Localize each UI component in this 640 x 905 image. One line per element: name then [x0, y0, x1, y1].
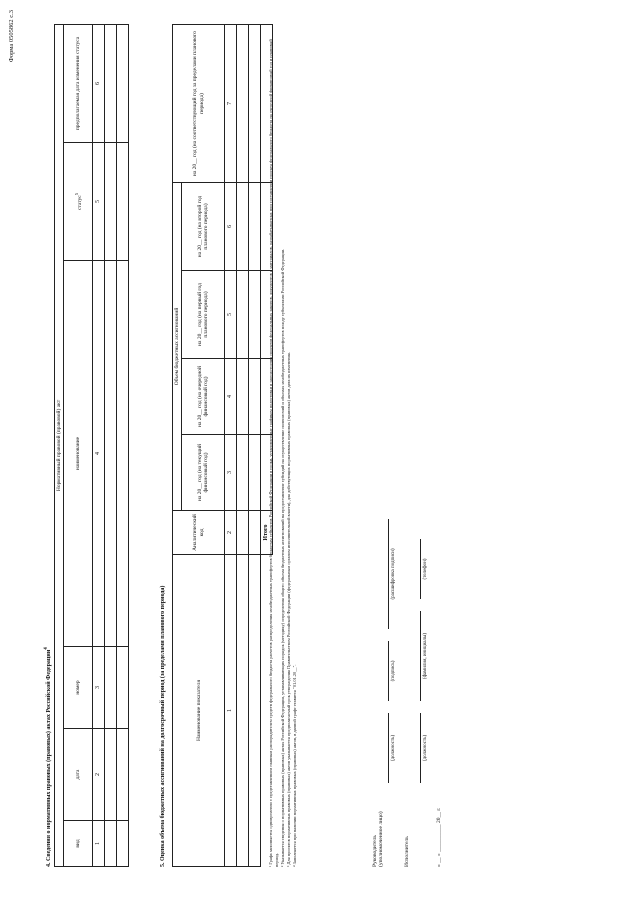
s5-cell[interactable] — [237, 183, 249, 271]
s5-colnum: 4 — [225, 359, 237, 435]
s5-cell[interactable] — [237, 271, 249, 359]
s4-colnum: 1 — [93, 821, 105, 867]
section5-table — [172, 24, 273, 867]
s5-colnum: 3 — [225, 435, 237, 511]
s4-cell[interactable] — [105, 647, 117, 729]
s5-col-year-beyond: на 20__ год (на соответствующий год за пределами планового периода) — [173, 25, 225, 183]
s5-colnum: 7 — [225, 25, 237, 183]
head-position-line[interactable] — [388, 713, 389, 783]
s4-col-date: дата — [64, 729, 93, 821]
s5-col-year-current: на 20__ год (на текущий финансовый год) — [182, 435, 225, 511]
executor-phone-caption: (телефон) — [423, 558, 428, 580]
section4-title — [44, 647, 52, 867]
head-signature-caption: (подпись) — [391, 660, 396, 682]
s5-colnum: 5 — [225, 271, 237, 359]
executor-name-caption: (фамилия, инициалы) — [423, 632, 428, 680]
executor-name-line[interactable] — [420, 611, 421, 701]
section4-title-sup: 4 — [44, 647, 49, 650]
form-label: Форма 0505862 с.3 — [8, 10, 15, 63]
s4-col-status-text: статус — [76, 195, 83, 211]
footnote: ⁴ Заполняется при наличии нормативных правовых (правовых) актов, в данной графе ставится "01.01.20__". — [291, 664, 297, 867]
s5-colnum: 2 — [225, 511, 237, 555]
s4-colnum: 3 — [93, 647, 105, 729]
s5-cell[interactable] — [237, 359, 249, 435]
footnote: ³ Для проектов нормативных правовых (правовых) актов указывается предполагаемый срок утверждения Правительством Российской Федерации (федеральным органом исполнительной власти), для действующих нормативных правовых (правовых) актов дата их изменения. — [285, 351, 291, 867]
s5-cell[interactable] — [237, 555, 249, 867]
section4-table — [54, 24, 129, 867]
s5-cell[interactable] — [237, 25, 249, 183]
s4-cell[interactable] — [105, 261, 117, 647]
s5-group-header: Объем бюджетных ассигнований — [173, 183, 182, 511]
s4-cell[interactable] — [117, 821, 129, 867]
s5-cell[interactable] — [249, 555, 261, 867]
section4-title-text: 4. Сведения о нормативных правовых (правовых) актах Российской Федерации — [46, 649, 52, 867]
section4-group-header: Нормативный правовой (правовой) акт — [55, 24, 64, 866]
s5-cell[interactable] — [249, 435, 261, 511]
s4-cell[interactable] — [117, 647, 129, 729]
s5-cell[interactable] — [249, 271, 261, 359]
footnote: ² Указывается сведения о нормативных правовых (правовых) актах Российской Федерации, устанавливающих порядок (методику) определения общего объема бюджетных ассигнований на предоставление субсидий на осуществление полномочий и объемах межбюджетных трансфертов между субъектами Российской Федерации. — [279, 248, 285, 867]
executor-phone-line[interactable] — [420, 539, 421, 599]
s4-col-number: номер — [64, 647, 93, 729]
s5-cell[interactable] — [249, 25, 261, 183]
s5-cell[interactable] — [249, 511, 261, 555]
executor-position-caption: (должность) — [423, 734, 428, 762]
footnotes — [268, 27, 298, 867]
s5-col-year-next: на 20__ год (на очередной финансовый год) — [182, 359, 225, 435]
s4-cell[interactable] — [117, 261, 129, 647]
s5-cell[interactable] — [237, 511, 249, 555]
s4-colnum: 4 — [93, 261, 105, 647]
s4-cell[interactable] — [105, 821, 117, 867]
s4-cell[interactable] — [117, 143, 129, 261]
s4-cell[interactable] — [105, 143, 117, 261]
s5-col-code: Аналитический код — [173, 511, 225, 555]
s4-colnum: 5 — [93, 143, 105, 261]
head-label: Руководитель (уполномоченное лицо) — [372, 811, 384, 867]
s4-cell[interactable] — [105, 24, 117, 142]
section5-title: 5. Оценка объема бюджетных ассигнований на долгосрочный период (за пределами планового периода) — [160, 585, 166, 867]
head-name-caption: (расшифровка подписи) — [391, 548, 396, 600]
s5-colnum: 1 — [225, 555, 237, 867]
executor-label: Исполнитель — [404, 836, 410, 867]
s4-cell[interactable] — [105, 729, 117, 821]
s5-col-year-plan2: на 20__ год (на второй год планового периода) — [182, 183, 225, 271]
s4-colnum: 6 — [93, 24, 105, 142]
head-name-line[interactable] — [388, 519, 389, 629]
s5-colnum: 6 — [225, 183, 237, 271]
head-position-caption: (должность) — [391, 734, 396, 762]
executor-position-line[interactable] — [420, 713, 421, 783]
s5-col-year-plan1: на 20__ год (на первый год планового периода) — [182, 271, 225, 359]
head-signature-line[interactable] — [388, 641, 389, 701]
s4-col-name: наименование — [64, 261, 93, 647]
s5-cell[interactable] — [249, 183, 261, 271]
s4-colnum: 2 — [93, 729, 105, 821]
s5-total-label: Итого — [261, 511, 273, 555]
date-line[interactable]: « __ » __________ 20__ г. — [436, 807, 442, 867]
s5-col-indicator: Наименование показателя — [173, 555, 225, 867]
s5-cell[interactable] — [237, 435, 249, 511]
s4-col-change-date: предполагаемая дата изменения статуса — [64, 24, 93, 142]
footnote: ¹ Графа заполняется одновременно с представлением главным распорядителем средств федерального бюджета расчетов распределения межбюджетных трансфертов бюджетам субъектов Российской Федерации в сроки, установленные графиком подготовки и рассмотрения проектов федеральных законов, документов и материалов, разрабатываемых при составлении проекта федерального бюджета на очередной финансовый год и плановый период. — [268, 39, 279, 867]
s5-cell[interactable] — [249, 359, 261, 435]
s4-col-status-sup: 5 — [73, 192, 79, 196]
s4-cell[interactable] — [117, 24, 129, 142]
s4-col-type: вид — [64, 821, 93, 867]
s4-cell[interactable] — [117, 729, 129, 821]
s4-col-status — [64, 143, 93, 261]
